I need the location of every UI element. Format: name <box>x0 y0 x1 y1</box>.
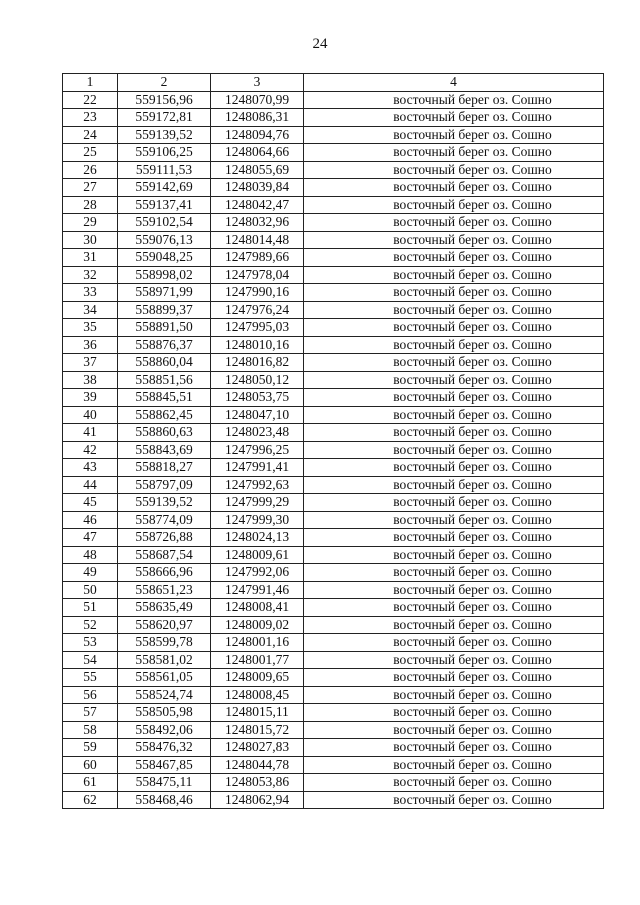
cell-y-coordinate: 1248055,69 <box>211 161 304 179</box>
header-cell-y: 3 <box>211 74 304 92</box>
cell-y-coordinate: 1248024,13 <box>211 529 304 547</box>
cell-point-number: 59 <box>63 739 118 757</box>
cell-point-number: 52 <box>63 616 118 634</box>
table-header-row <box>63 74 604 92</box>
cell-description: восточный берег оз. Сошно <box>304 179 604 197</box>
cell-y-coordinate: 1248009,61 <box>211 546 304 564</box>
table-row <box>63 371 604 389</box>
table-row <box>63 109 604 127</box>
table-row <box>63 599 604 617</box>
cell-x-coordinate: 558876,37 <box>118 336 211 354</box>
table-row <box>63 494 604 512</box>
table-row <box>63 144 604 162</box>
cell-x-coordinate: 558468,46 <box>118 791 211 809</box>
cell-y-coordinate: 1248023,48 <box>211 424 304 442</box>
cell-x-coordinate: 559137,41 <box>118 196 211 214</box>
cell-description: восточный берег оз. Сошно <box>304 231 604 249</box>
cell-description: восточный берег оз. Сошно <box>304 494 604 512</box>
cell-x-coordinate: 559172,81 <box>118 109 211 127</box>
table-row <box>63 546 604 564</box>
table-row <box>63 459 604 477</box>
cell-x-coordinate: 558620,97 <box>118 616 211 634</box>
cell-description: восточный берег оз. Сошно <box>304 354 604 372</box>
cell-x-coordinate: 558651,23 <box>118 581 211 599</box>
table-row <box>63 791 604 809</box>
cell-point-number: 25 <box>63 144 118 162</box>
cell-point-number: 32 <box>63 266 118 284</box>
cell-y-coordinate: 1248014,48 <box>211 231 304 249</box>
cell-x-coordinate: 558524,74 <box>118 686 211 704</box>
cell-point-number: 47 <box>63 529 118 547</box>
cell-point-number: 33 <box>63 284 118 302</box>
table-row <box>63 581 604 599</box>
cell-description: восточный берег оз. Сошно <box>304 721 604 739</box>
table-row <box>63 756 604 774</box>
cell-description: восточный берег оз. Сошно <box>304 546 604 564</box>
table-row <box>63 476 604 494</box>
cell-description: восточный берег оз. Сошно <box>304 476 604 494</box>
cell-y-coordinate: 1247991,46 <box>211 581 304 599</box>
cell-y-coordinate: 1248086,31 <box>211 109 304 127</box>
table-row <box>63 774 604 792</box>
cell-y-coordinate: 1247991,41 <box>211 459 304 477</box>
cell-description: восточный берег оз. Сошно <box>304 319 604 337</box>
cell-x-coordinate: 558899,37 <box>118 301 211 319</box>
cell-description: восточный берег оз. Сошно <box>304 214 604 232</box>
cell-x-coordinate: 559048,25 <box>118 249 211 267</box>
cell-y-coordinate: 1247996,25 <box>211 441 304 459</box>
cell-x-coordinate: 559139,52 <box>118 494 211 512</box>
table-row <box>63 354 604 372</box>
cell-y-coordinate: 1248008,41 <box>211 599 304 617</box>
cell-x-coordinate: 558862,45 <box>118 406 211 424</box>
table-row <box>63 336 604 354</box>
cell-point-number: 54 <box>63 651 118 669</box>
table-row <box>63 301 604 319</box>
table-row <box>63 424 604 442</box>
cell-y-coordinate: 1248001,16 <box>211 634 304 652</box>
cell-description: восточный берег оз. Сошно <box>304 599 604 617</box>
cell-x-coordinate: 558467,85 <box>118 756 211 774</box>
cell-x-coordinate: 558726,88 <box>118 529 211 547</box>
table-row <box>63 441 604 459</box>
cell-description: восточный берег оз. Сошно <box>304 529 604 547</box>
cell-x-coordinate: 558505,98 <box>118 704 211 722</box>
cell-x-coordinate: 558687,54 <box>118 546 211 564</box>
cell-y-coordinate: 1247989,66 <box>211 249 304 267</box>
cell-x-coordinate: 558860,04 <box>118 354 211 372</box>
cell-x-coordinate: 559102,54 <box>118 214 211 232</box>
cell-point-number: 39 <box>63 389 118 407</box>
table-row <box>63 266 604 284</box>
cell-description: восточный берег оз. Сошно <box>304 774 604 792</box>
cell-y-coordinate: 1248027,83 <box>211 739 304 757</box>
cell-description: восточный берег оз. Сошно <box>304 686 604 704</box>
cell-point-number: 53 <box>63 634 118 652</box>
cell-description: восточный берег оз. Сошно <box>304 406 604 424</box>
cell-point-number: 30 <box>63 231 118 249</box>
cell-x-coordinate: 559139,52 <box>118 126 211 144</box>
table-row <box>63 721 604 739</box>
table-row <box>63 704 604 722</box>
cell-description: восточный берег оз. Сошно <box>304 109 604 127</box>
cell-x-coordinate: 558492,06 <box>118 721 211 739</box>
header-cell-x: 2 <box>118 74 211 92</box>
cell-x-coordinate: 559156,96 <box>118 91 211 109</box>
cell-point-number: 51 <box>63 599 118 617</box>
cell-point-number: 50 <box>63 581 118 599</box>
cell-point-number: 45 <box>63 494 118 512</box>
cell-x-coordinate: 558860,63 <box>118 424 211 442</box>
cell-point-number: 31 <box>63 249 118 267</box>
cell-point-number: 26 <box>63 161 118 179</box>
table-body <box>63 91 604 809</box>
cell-description: восточный берег оз. Сошно <box>304 564 604 582</box>
cell-point-number: 43 <box>63 459 118 477</box>
cell-x-coordinate: 559111,53 <box>118 161 211 179</box>
cell-description: восточный берег оз. Сошно <box>304 791 604 809</box>
cell-y-coordinate: 1248053,86 <box>211 774 304 792</box>
cell-x-coordinate: 558475,11 <box>118 774 211 792</box>
cell-point-number: 49 <box>63 564 118 582</box>
cell-description: восточный берег оз. Сошно <box>304 161 604 179</box>
table-row <box>63 564 604 582</box>
cell-y-coordinate: 1247992,06 <box>211 564 304 582</box>
cell-y-coordinate: 1248001,77 <box>211 651 304 669</box>
cell-point-number: 28 <box>63 196 118 214</box>
cell-x-coordinate: 558599,78 <box>118 634 211 652</box>
table-row <box>63 669 604 687</box>
cell-description: восточный берег оз. Сошно <box>304 651 604 669</box>
cell-point-number: 44 <box>63 476 118 494</box>
cell-x-coordinate: 558998,02 <box>118 266 211 284</box>
cell-point-number: 36 <box>63 336 118 354</box>
cell-y-coordinate: 1247999,29 <box>211 494 304 512</box>
cell-y-coordinate: 1248064,66 <box>211 144 304 162</box>
cell-point-number: 55 <box>63 669 118 687</box>
cell-x-coordinate: 558476,32 <box>118 739 211 757</box>
cell-description: восточный берег оз. Сошно <box>304 739 604 757</box>
coordinates-table <box>62 73 604 809</box>
cell-x-coordinate: 558561,05 <box>118 669 211 687</box>
cell-x-coordinate: 558774,09 <box>118 511 211 529</box>
cell-point-number: 60 <box>63 756 118 774</box>
cell-point-number: 57 <box>63 704 118 722</box>
cell-y-coordinate: 1248094,76 <box>211 126 304 144</box>
cell-point-number: 46 <box>63 511 118 529</box>
cell-y-coordinate: 1247992,63 <box>211 476 304 494</box>
cell-x-coordinate: 558845,51 <box>118 389 211 407</box>
table-row <box>63 634 604 652</box>
cell-point-number: 27 <box>63 179 118 197</box>
cell-x-coordinate: 558818,27 <box>118 459 211 477</box>
cell-y-coordinate: 1248032,96 <box>211 214 304 232</box>
cell-y-coordinate: 1248015,11 <box>211 704 304 722</box>
cell-point-number: 34 <box>63 301 118 319</box>
cell-point-number: 42 <box>63 441 118 459</box>
cell-y-coordinate: 1247978,04 <box>211 266 304 284</box>
cell-y-coordinate: 1247999,30 <box>211 511 304 529</box>
table-row <box>63 686 604 704</box>
cell-description: восточный берег оз. Сошно <box>304 91 604 109</box>
table-row <box>63 389 604 407</box>
cell-y-coordinate: 1248039,84 <box>211 179 304 197</box>
cell-description: восточный берег оз. Сошно <box>304 266 604 284</box>
cell-y-coordinate: 1248008,45 <box>211 686 304 704</box>
cell-x-coordinate: 558581,02 <box>118 651 211 669</box>
cell-point-number: 23 <box>63 109 118 127</box>
cell-description: восточный берег оз. Сошно <box>304 459 604 477</box>
cell-point-number: 38 <box>63 371 118 389</box>
cell-x-coordinate: 558635,49 <box>118 599 211 617</box>
cell-description: восточный берег оз. Сошно <box>304 511 604 529</box>
cell-x-coordinate: 558851,56 <box>118 371 211 389</box>
cell-description: восточный берег оз. Сошно <box>304 441 604 459</box>
cell-x-coordinate: 559076,13 <box>118 231 211 249</box>
table-row <box>63 739 604 757</box>
cell-point-number: 40 <box>63 406 118 424</box>
cell-description: восточный берег оз. Сошно <box>304 144 604 162</box>
cell-point-number: 62 <box>63 791 118 809</box>
cell-y-coordinate: 1248015,72 <box>211 721 304 739</box>
cell-y-coordinate: 1248010,16 <box>211 336 304 354</box>
cell-y-coordinate: 1247995,03 <box>211 319 304 337</box>
cell-x-coordinate: 558666,96 <box>118 564 211 582</box>
cell-point-number: 48 <box>63 546 118 564</box>
cell-point-number: 41 <box>63 424 118 442</box>
table-row <box>63 406 604 424</box>
cell-y-coordinate: 1248070,99 <box>211 91 304 109</box>
cell-x-coordinate: 558891,50 <box>118 319 211 337</box>
header-cell-description: 4 <box>304 74 604 92</box>
table-row <box>63 284 604 302</box>
cell-description: восточный берег оз. Сошно <box>304 756 604 774</box>
table-row <box>63 214 604 232</box>
cell-point-number: 22 <box>63 91 118 109</box>
cell-x-coordinate: 558971,99 <box>118 284 211 302</box>
cell-y-coordinate: 1248062,94 <box>211 791 304 809</box>
cell-description: восточный берег оз. Сошно <box>304 616 604 634</box>
cell-description: восточный берег оз. Сошно <box>304 581 604 599</box>
cell-description: восточный берег оз. Сошно <box>304 424 604 442</box>
cell-description: восточный берег оз. Сошно <box>304 704 604 722</box>
cell-point-number: 24 <box>63 126 118 144</box>
table-row <box>63 511 604 529</box>
cell-y-coordinate: 1248009,02 <box>211 616 304 634</box>
cell-y-coordinate: 1248009,65 <box>211 669 304 687</box>
cell-description: восточный берег оз. Сошно <box>304 336 604 354</box>
table-row <box>63 91 604 109</box>
cell-point-number: 61 <box>63 774 118 792</box>
page-number: 24 <box>312 36 328 52</box>
cell-y-coordinate: 1248042,47 <box>211 196 304 214</box>
cell-y-coordinate: 1248016,82 <box>211 354 304 372</box>
cell-x-coordinate: 558797,09 <box>118 476 211 494</box>
table-row <box>63 231 604 249</box>
cell-x-coordinate: 559106,25 <box>118 144 211 162</box>
cell-description: восточный берег оз. Сошно <box>304 669 604 687</box>
cell-y-coordinate: 1247990,16 <box>211 284 304 302</box>
cell-description: восточный берег оз. Сошно <box>304 634 604 652</box>
cell-x-coordinate: 558843,69 <box>118 441 211 459</box>
cell-y-coordinate: 1248053,75 <box>211 389 304 407</box>
cell-point-number: 58 <box>63 721 118 739</box>
cell-description: восточный берег оз. Сошно <box>304 126 604 144</box>
table-row <box>63 529 604 547</box>
table-row <box>63 319 604 337</box>
cell-x-coordinate: 559142,69 <box>118 179 211 197</box>
table-row <box>63 249 604 267</box>
cell-y-coordinate: 1248044,78 <box>211 756 304 774</box>
cell-y-coordinate: 1247976,24 <box>211 301 304 319</box>
cell-point-number: 37 <box>63 354 118 372</box>
cell-description: восточный берег оз. Сошно <box>304 196 604 214</box>
cell-point-number: 56 <box>63 686 118 704</box>
cell-point-number: 35 <box>63 319 118 337</box>
table-row <box>63 196 604 214</box>
table-row <box>63 179 604 197</box>
cell-point-number: 29 <box>63 214 118 232</box>
header-cell-point: 1 <box>63 74 118 92</box>
table-row <box>63 616 604 634</box>
cell-description: восточный берег оз. Сошно <box>304 249 604 267</box>
cell-description: восточный берег оз. Сошно <box>304 301 604 319</box>
cell-description: восточный берег оз. Сошно <box>304 371 604 389</box>
cell-description: восточный берег оз. Сошно <box>304 284 604 302</box>
table-row <box>63 651 604 669</box>
table-row <box>63 126 604 144</box>
cell-description: восточный берег оз. Сошно <box>304 389 604 407</box>
table-row <box>63 161 604 179</box>
cell-y-coordinate: 1248047,10 <box>211 406 304 424</box>
cell-y-coordinate: 1248050,12 <box>211 371 304 389</box>
